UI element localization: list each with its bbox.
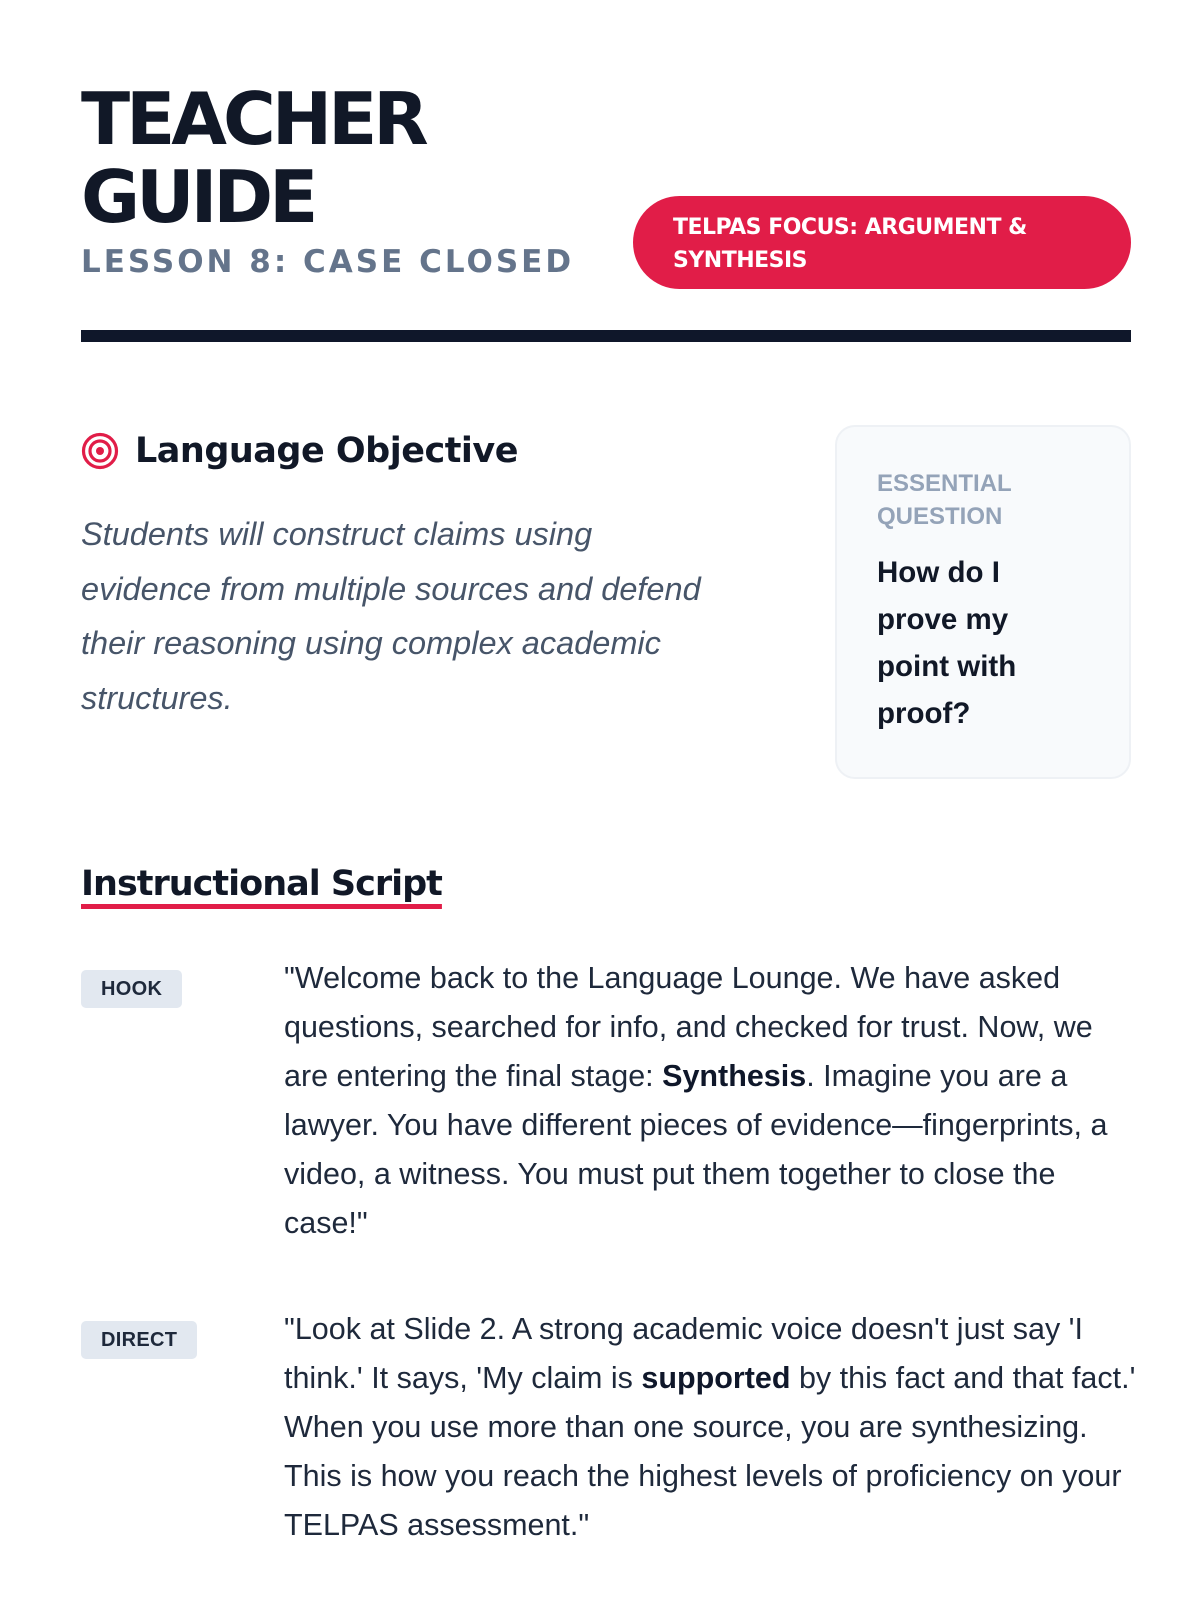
hook-tag: HOOK <box>81 970 182 1008</box>
essential-question-card <box>835 425 1131 779</box>
direct-tag: DIRECT <box>81 1321 197 1359</box>
objective-heading <box>81 425 741 477</box>
objective-text: Students will construct claims using evidence from multiple sources and defend their reasoning using complex academic structures. <box>81 516 701 716</box>
header-divider <box>81 330 1131 342</box>
direct-text-start: "Look at Slide 2. A strong academic voice doesn't just say 'I think.' It says, 'My claim is <box>284 1312 1083 1395</box>
page-header <box>81 77 1131 290</box>
title-line-2: GUIDE <box>81 155 315 239</box>
direct-script-text <box>284 1305 1136 1550</box>
hook-text-start: "Welcome back to the Language Lounge. We have asked questions, searched for info, and checked for trust. Now, we are entering the final stage: <box>284 961 1093 1093</box>
target-icon <box>81 432 119 470</box>
essential-question-label: ESSENTIAL QUESTION <box>877 470 1012 530</box>
hook-text-end: . Imagine you are a lawyer. You have different pieces of evidence—fingerprints, a video, a witness. You must put them together to close the case!" <box>284 1059 1108 1240</box>
direct-bold-term: supported <box>641 1361 791 1395</box>
telpas-focus-badge: TELPAS FOCUS: ARGUMENT & SYNTHESIS <box>633 196 1131 289</box>
language-objective-section <box>81 425 741 725</box>
title-line-1: TEACHER <box>81 77 425 161</box>
lesson-subtitle: LESSON 8: CASE CLOSED <box>81 244 575 280</box>
essential-question-text: How do I prove my point with proof? <box>877 556 1017 730</box>
hook-script-text <box>284 954 1136 1248</box>
hook-bold-term: Synthesis <box>662 1059 807 1093</box>
direct-text-end: by this fact and that fact.' When you use more than one source, you are synthesizing. This is how you reach the highest levels of proficiency on your TELPAS assessment." <box>284 1361 1136 1542</box>
page-title <box>81 77 425 239</box>
instructional-script-heading: Instructional Script <box>81 864 442 904</box>
objective-title: Language Objective <box>135 431 518 471</box>
